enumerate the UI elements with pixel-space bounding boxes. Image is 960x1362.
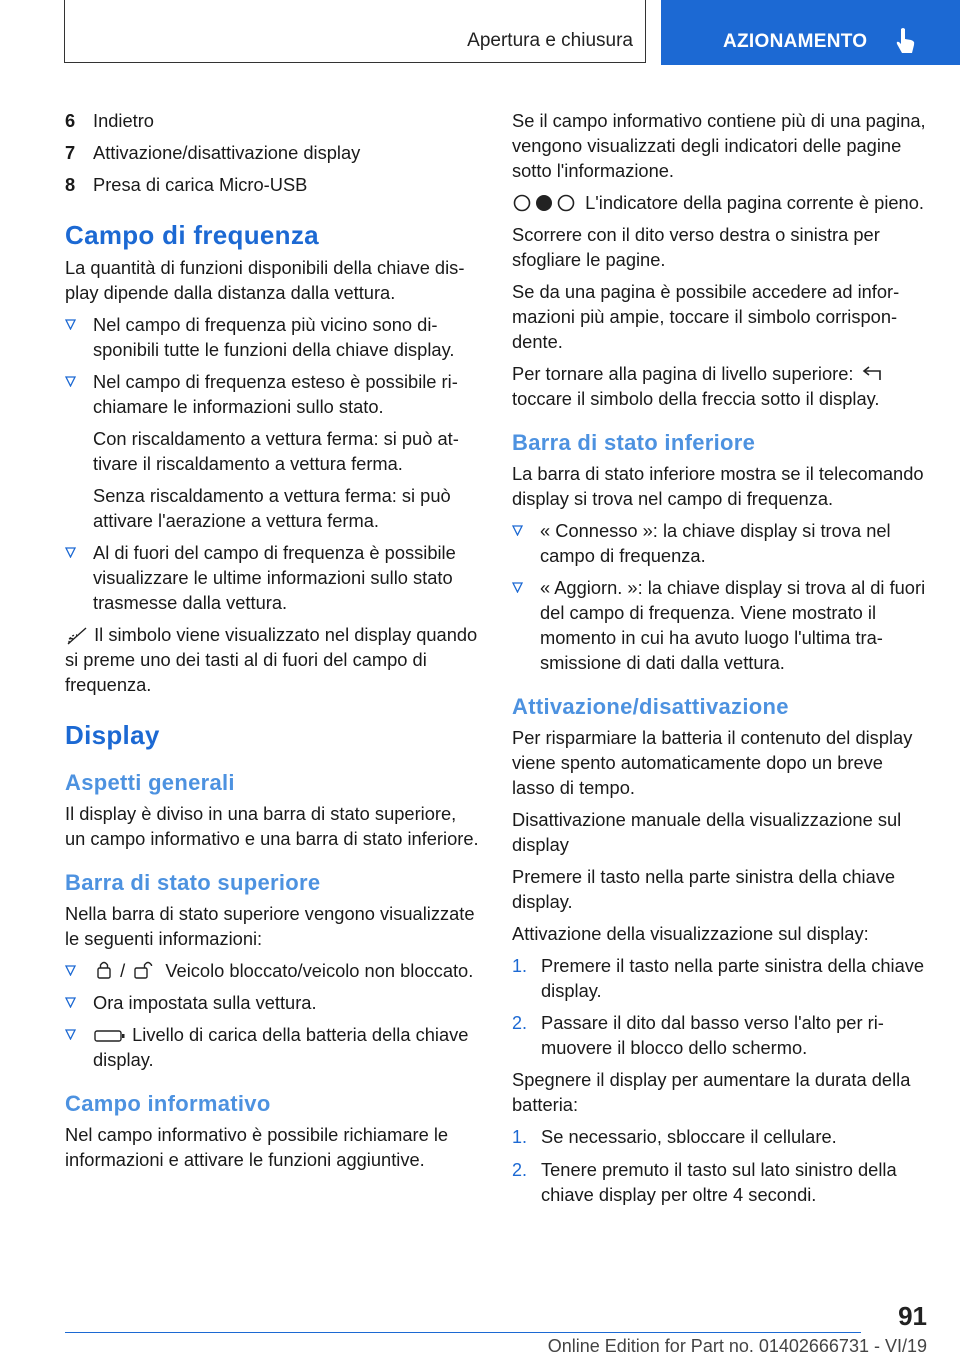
bullet-item [65, 369, 479, 419]
activation-p1: Per risparmiare la batteria il contenuto del display viene spento automaticamente dopo un breve lasso di tempo. [512, 727, 913, 798]
step-number: 2. [512, 1160, 528, 1180]
bullet-item [65, 1022, 479, 1072]
chapter-tab [661, 0, 960, 65]
lock-closed-icon [93, 959, 115, 981]
back-arrow-icon [859, 364, 889, 384]
triangle-bullet-icon [512, 575, 540, 675]
lock-separator: / [120, 960, 126, 981]
page-dots-icon [512, 193, 580, 213]
triangle-bullet-icon [65, 540, 93, 615]
bullet-text: « Aggiorn. »: la chiave display si trova al di fuori del campo di frequenza. Viene mostrato il momento in cui ha avuto luogo l'ultima trasmissione di dati dalla vettura. [540, 577, 926, 673]
triangle-bullet-icon [65, 312, 93, 362]
pages-paragraph: Se il campo informativo contiene più di una pagina, vengono visualizzati degli indicatori delle pagine sotto l'informazione. [512, 110, 926, 181]
footer-edition: Online Edition for Part no. 01402666731 - VI/19 [547, 1336, 927, 1356]
swipe-paragraph: Scorrere con il dito verso destra o sinistra per sfogliare le pagine. [512, 224, 880, 270]
heading-activation: Attivazione/disattivazione [512, 694, 789, 719]
lock-open-icon [130, 959, 160, 981]
page-header [64, 0, 960, 65]
activation-p2: Disattivazione manuale della visualizzazione sul display [512, 809, 902, 855]
page-indicator-text: L'indicatore della pagina corrente è pieno. [585, 192, 924, 213]
step-text: Tenere premuto il tasto sul lato sinistro della chiave display per oltre 4 secondi. [541, 1159, 897, 1205]
bullet-text [93, 1022, 479, 1072]
footer-divider [65, 1332, 861, 1333]
step-item [512, 953, 928, 1003]
bullet-item [512, 518, 928, 568]
bullet-item [65, 312, 479, 362]
bullet-subparagraph: Senza riscaldamento a vettura ferma: si può attivare l'aerazione a vettura ferma. [93, 485, 451, 531]
step-text: Passare il dito dal basso verso l'alto per rimuovere il blocco dello schermo. [541, 1012, 884, 1058]
signal-slash-icon [65, 625, 89, 645]
back-paragraph [512, 361, 928, 411]
section-title: Apertura e chiusura [467, 30, 633, 51]
bullet-item [65, 958, 479, 983]
right-column [512, 108, 928, 1214]
triangle-bullet-icon [65, 990, 93, 1015]
legend-number: 6 [65, 110, 76, 131]
legend-number: 7 [65, 142, 76, 163]
heading-display: Display [65, 720, 160, 750]
heading-lower-status-bar: Barra di stato inferiore [512, 430, 756, 455]
bullet-item [65, 540, 479, 615]
activation-p4: Attivazione della visualizzazione sul display: [512, 923, 869, 944]
triangle-bullet-icon [65, 369, 93, 419]
back-text-a: Per tornare alla pagina di livello superiore: [512, 363, 854, 384]
heading-frequency-range: Campo di frequenza [65, 220, 319, 250]
bullet-item [65, 990, 479, 1015]
legend-item-6 [65, 108, 479, 133]
legend-text: Presa di carica Micro-USB [93, 174, 308, 195]
page-indicator-paragraph [512, 190, 928, 215]
signal-symbol-paragraph [65, 622, 479, 697]
triangle-bullet-icon [65, 1022, 93, 1072]
step-item [512, 1124, 928, 1150]
step-number: 1. [512, 956, 528, 976]
hand-pointer-icon [894, 27, 918, 55]
upper-status-intro: Nella barra di stato superiore vengono visualizzate le seguenti informazioni: [65, 903, 475, 949]
lock-status-text: Veicolo bloccato/veicolo non bloccato. [165, 960, 474, 981]
activation-p5: Spegnere il display per aumentare la durata della batteria: [512, 1069, 911, 1115]
back-text-b: toccare il simbolo della freccia sotto il display. [512, 388, 880, 409]
bullet-text: Nel campo di frequenza più vicino sono disponibili tutte le funzioni della chiave display. [93, 314, 455, 360]
legend-text: Attivazione/disattivazione display [93, 142, 361, 163]
step-item [512, 1157, 928, 1207]
info-field-text: Nel campo informativo è possibile richiamare le informazioni e attivare le funzioni aggiuntive. [65, 1124, 449, 1170]
bullet-item [512, 575, 928, 675]
heading-general: Aspetti generali [65, 770, 235, 795]
triangle-bullet-icon [512, 518, 540, 568]
bullet-text: « Connesso »: la chiave display si trova nel campo di frequenza. [540, 520, 891, 566]
general-text: Il display è diviso in una barra di stato superiore, un campo informativo e una barra di stato inferiore. [65, 803, 479, 849]
signal-symbol-text: Il simbolo viene visualizzato nel display quando si preme uno dei tasti al di fuori del campo di frequenza. [65, 624, 478, 695]
legend-item-7 [65, 140, 479, 165]
heading-info-field: Campo informativo [65, 1091, 271, 1116]
bullet-text: Ora impostata sulla vettura. [93, 992, 317, 1013]
bullet-text: Nel campo di frequenza esteso è possibile richiamare le informazioni sullo stato. [93, 371, 458, 417]
frequency-intro: La quantità di funzioni disponibili della chiave display dipende dalla distanza dalla vettura. [65, 257, 465, 303]
step-text: Premere il tasto nella parte sinistra della chiave display. [541, 955, 925, 1001]
battery-icon [93, 1027, 127, 1045]
step-text: Se necessario, sbloccare il cellulare. [541, 1126, 837, 1147]
activation-p3: Premere il tasto nella parte sinistra della chiave display. [512, 866, 896, 912]
step-number: 2. [512, 1013, 528, 1033]
legend-number: 8 [65, 174, 76, 195]
section-tab [64, 0, 646, 63]
page-number: 91 [898, 1301, 927, 1331]
bullet-text: Al di fuori del campo di frequenza è possibile visualizzare le ultime informazioni sullo stato trasmesse dalla vettura. [93, 542, 456, 613]
left-column [65, 108, 479, 1179]
chapter-title: AZIONAMENTO [723, 31, 868, 52]
battery-text: Livello di carica della batteria della chiave display. [93, 1024, 469, 1070]
symbol-paragraph: Se da una pagina è possibile accedere ad informazioni più ampie, toccare il simbolo corrispondente. [512, 281, 900, 352]
lower-status-intro: La barra di stato inferiore mostra se il telecomando display si trova nel campo di frequenza. [512, 463, 924, 509]
step-item [512, 1010, 928, 1060]
step-number: 1. [512, 1127, 528, 1147]
legend-item-8 [65, 172, 479, 197]
triangle-bullet-icon [65, 958, 93, 983]
heading-upper-status-bar: Barra di stato superiore [65, 870, 321, 895]
bullet-text [93, 958, 479, 983]
bullet-subparagraph: Con riscaldamento a vettura ferma: si può attivare il riscaldamento a vettura ferma. [93, 428, 459, 474]
legend-text: Indietro [93, 110, 154, 131]
